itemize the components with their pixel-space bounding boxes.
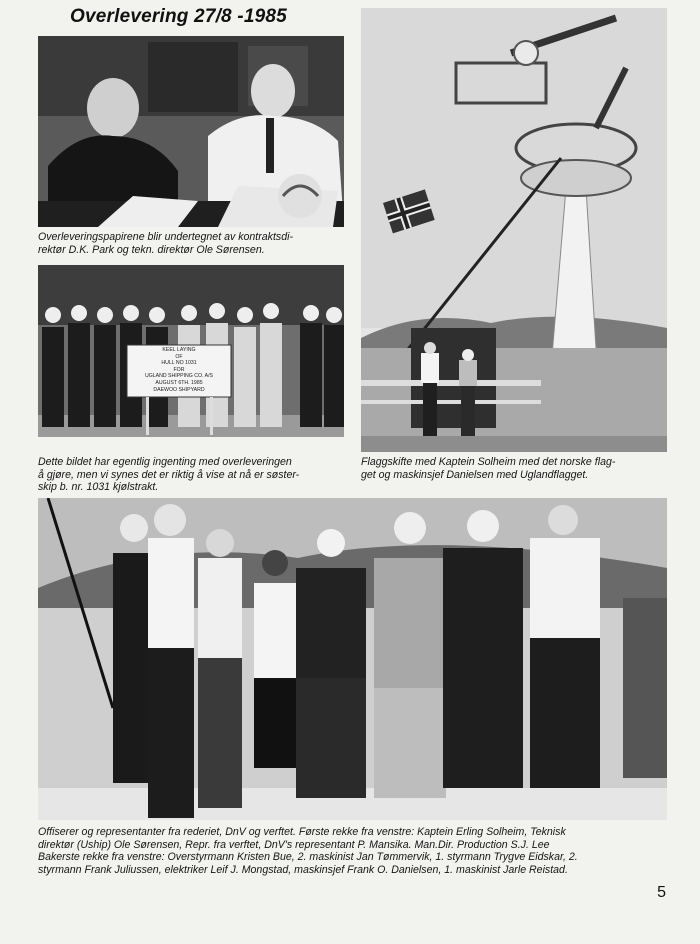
page-number: 5 — [657, 884, 666, 901]
caption-line: skip b. nr. 1031 kjølstrakt. — [38, 481, 159, 494]
photo-signing — [38, 36, 344, 227]
caption-line: styrmann Frank Juliussen, elektriker Leif J. Mongstad, maskinsjef Frank O. Danielsen, 1. maskinist Jarle Reistad. — [38, 863, 568, 876]
sign-line: HULL NO 1031 — [161, 360, 197, 367]
keel-laying-sign — [127, 347, 231, 393]
caption-signing — [38, 231, 348, 256]
caption-line: Overleveringspapirene blir undertegnet av kontraktsdi- — [38, 231, 293, 243]
sign-line: AUGUST 6TH. 1985 — [155, 379, 203, 386]
caption-line: Bakerste rekke fra venstre: Overstyrmann Kristen Bue, 2. maskinist Jan Tømmervik, 1. styrmann Trygve Eidskar, 2. — [38, 851, 578, 864]
photo-flag-change — [361, 8, 667, 452]
caption-line: Dette bildet har egentlig ingenting med overleveringen — [38, 456, 292, 468]
photo-officers-group — [38, 498, 667, 820]
sign-line: OF — [175, 353, 183, 360]
sign-line: UGLAND SHIPPING CO. A/S — [144, 373, 214, 380]
caption-officers — [38, 826, 678, 876]
caption-line: å gjøre, men vi synes det er riktig å vise at nå er søster- — [38, 468, 300, 481]
page-title: Overlevering 27/8 -1985 — [70, 6, 287, 27]
caption-flag-change — [361, 456, 671, 481]
photo-keel-laying-group — [38, 265, 344, 437]
caption-line: get og maskinsjef Danielsen med Uglandflagget. — [361, 468, 589, 481]
caption-line: Flaggskifte med Kaptein Solheim med det norske flag- — [361, 456, 616, 468]
caption-line: Offiserer og representanter fra rederiet, DnV og verftet. Første rekke fra venstre: Kaptein Erling Solheim, Teknisk — [38, 826, 566, 838]
sign-line: FOR — [173, 366, 185, 373]
sign-line: KEEL LAYING — [162, 347, 196, 353]
sign-line: DAEWOO SHIPYARD — [153, 386, 205, 393]
caption-line: direktør (Uship) Ole Sørensen, Repr. fra verftet, DnV's representant P. Mansika. Man.Dir. Production S.J. Lee — [38, 838, 550, 851]
caption-keel-laying — [38, 456, 358, 494]
caption-line: rektør D.K. Park og tekn. direktør Ole Sørensen. — [38, 243, 265, 256]
